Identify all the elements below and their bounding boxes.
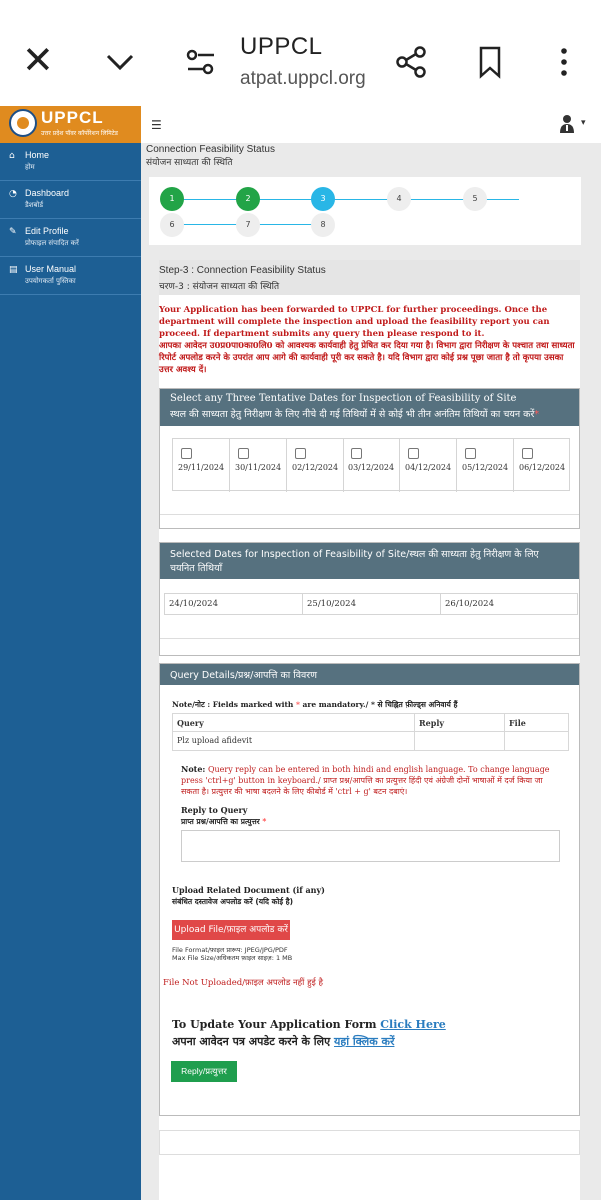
file-not-uploaded-status: File Not Uploaded/फ़ाइल अपलोड नहीं हुई है (163, 978, 323, 988)
upload-label: Upload Related Document (if any) (172, 885, 325, 895)
date-checkbox[interactable] (295, 448, 306, 459)
selected-date: 24/10/2024 (165, 594, 303, 614)
selected-dates-box (159, 542, 580, 656)
update-form-text-hindi: अपना आवेदन पत्र अपडेट करने के लिए यहां क्लिक करें (172, 1035, 395, 1048)
sidebar-item-label: Edit Profile (25, 226, 69, 236)
browser-toolbar (0, 0, 601, 106)
tentative-dates-title: Select any Three Tentative Dates for Inspection of Feasibility of Site (170, 393, 517, 404)
column-header: File (509, 718, 526, 728)
document-icon: ▤ (9, 265, 18, 275)
max-size-note: Max File Size/अधिकतम फ़ाइल साइज़: 1 MB (172, 954, 293, 962)
upload-label-hindi: संबंधित दस्तावेज अपलोड करें (यदि कोई है) (172, 897, 294, 906)
status-message-en: Your Application has been forwarded to UPPCL for further proceedings. Once the department will complete the inspection and upload the feasibility report you can proceed. If department submits any query then please respond to it. (159, 305, 550, 339)
query-cell: Plz upload afidevit (173, 732, 415, 750)
update-form-text: To Update Your Application Form Click Here (172, 1018, 446, 1031)
logo-emblem-icon (9, 109, 37, 137)
tentative-dates-title-hindi: स्थल की साध्यता हेतु निरीक्षण के लिए नीचे दी गई तिथियों में से कोई भी तीन अनंतिम तिथियों का चयन करें* (170, 409, 540, 420)
selected-dates-title-2: चयनित तिथियाँ (170, 563, 223, 574)
sidebar-item-sublabel: प्रोफाइल संपादित करें (25, 239, 79, 247)
upload-file-button[interactable]: Upload File/फ़ाइल अपलोड करें (172, 920, 290, 940)
table-row (173, 732, 568, 750)
more-vert-icon[interactable] (546, 44, 582, 80)
file-cell (505, 732, 568, 750)
panel-header (159, 260, 580, 295)
page-title: Connection Feasibility Status (146, 144, 275, 155)
reply-label: Reply to Query (181, 805, 248, 815)
date-label: 03/12/2024 (348, 463, 395, 472)
step-1: 1 (160, 187, 184, 211)
sidebar-item-sublabel: डैशबोर्ड (25, 201, 44, 209)
update-form-link-hindi[interactable]: यहां क्लिक करें (334, 1035, 395, 1048)
step-7: 7 (236, 213, 260, 237)
mandatory-note: Note/नोट : Fields marked with * are mandatory./ * से चिह्नित फ़ील्ड्स अनिवार्य हैं (172, 700, 458, 709)
date-checkbox[interactable] (408, 448, 419, 459)
date-checkbox[interactable] (351, 448, 362, 459)
panel-title: Step-3 : Connection Feasibility Status (159, 265, 326, 276)
site-settings-icon[interactable] (183, 44, 219, 80)
selected-date: 26/10/2024 (445, 599, 494, 609)
chevron-down-icon[interactable] (102, 44, 138, 80)
logo-text: UPPCL (41, 108, 104, 127)
reply-button[interactable]: Reply/प्रत्युत्तर (171, 1061, 237, 1082)
page-title-hindi: संयोजन साध्यता की स्थिति (146, 158, 233, 168)
divider (160, 514, 579, 515)
edit-icon: ✎ (9, 227, 17, 237)
selected-dates-title: Selected Dates for Inspection of Feasibility of Site/स्थल की साध्यता हेतु निरीक्षण के लिए (170, 549, 539, 560)
file-format-note: File Format/फ़ाइल प्रारूप: JPEG/JPG/PDF (172, 946, 288, 954)
reply-label-hindi: प्राप्त प्रश्न/आपत्ति का प्रत्युत्तर * (181, 817, 267, 826)
tentative-dates-header (160, 389, 579, 426)
sidebar-item-label: Home (25, 150, 50, 160)
share-icon[interactable] (393, 44, 429, 80)
selected-dates-header (160, 543, 579, 579)
language-note: Note: Query reply can be entered in both hindi and english language. To change language press 'ctrl+g' button in keyboard./ प्राप्त प्रश्न/आपत्ति का प्रत्युत्तर हिंदी एवं अंग्रेजी दोनों भाषाओं में दर्ज किया जा सकता है। प्रत्युत्तर की भाषा बदलने के लिए कीबोर्ड में 'ctrl + g' बटन दबाएं। (181, 764, 550, 796)
date-checkbox[interactable] (465, 448, 476, 459)
close-icon[interactable]: ✕ (22, 38, 54, 82)
date-checkbox[interactable] (238, 448, 249, 459)
menu-icon[interactable]: ☰ (151, 118, 162, 132)
home-icon: ⌂ (9, 151, 15, 161)
date-option[interactable] (287, 439, 344, 492)
sidebar (0, 106, 141, 1200)
progress-stepper (149, 177, 581, 245)
step-4: 4 (387, 187, 411, 211)
query-details-title: Query Details/प्रश्न/आपत्ति का विवरण (170, 670, 318, 681)
query-details-box (159, 663, 580, 1116)
table-header-row (173, 714, 568, 732)
update-form-link[interactable]: Click Here (380, 1018, 446, 1031)
sidebar-item-edit-profile[interactable] (0, 220, 141, 257)
reply-cell (415, 732, 505, 750)
step-5: 5 (463, 187, 487, 211)
column-header: Query (173, 714, 415, 732)
date-option[interactable] (230, 439, 287, 492)
tentative-dates-box (159, 388, 580, 529)
logo[interactable] (0, 106, 141, 143)
divider (160, 638, 579, 639)
date-option[interactable] (343, 439, 400, 492)
date-label: 06/12/2024 (519, 463, 566, 472)
sidebar-item-label: Dashboard (25, 188, 70, 198)
sidebar-item-label: User Manual (25, 264, 77, 274)
logo-subtitle: उत्तर प्रदेश पॉवर कॉर्पोरेशन लिमिटेड (41, 130, 118, 137)
column-header: Reply (415, 714, 505, 732)
date-option[interactable] (400, 439, 457, 492)
chevron-down-icon[interactable]: ▾ (581, 118, 586, 128)
reply-textarea[interactable] (181, 830, 560, 862)
sidebar-item-sublabel: उपयोगकर्ता पुस्तिका (25, 277, 76, 285)
sidebar-item-sublabel: होम (25, 163, 35, 171)
step-6: 6 (160, 213, 184, 237)
date-label: 30/11/2024 (235, 463, 282, 472)
panel-title-hindi: चरण-3 : संयोजन साध्यता की स्थिति (159, 282, 280, 292)
browser-title: UPPCL (240, 33, 323, 60)
bookmark-icon[interactable] (472, 44, 508, 80)
date-option[interactable] (457, 439, 514, 492)
sidebar-item-dashboard[interactable] (0, 182, 141, 219)
selected-date: 25/10/2024 (303, 594, 441, 614)
main-content (141, 143, 601, 1200)
date-label: 04/12/2024 (405, 463, 452, 472)
dashboard-icon: ◔ (9, 189, 17, 199)
step-2: 2 (236, 187, 260, 211)
date-option[interactable] (173, 439, 230, 492)
footer-box (159, 1130, 580, 1155)
step-panel (159, 260, 580, 1200)
sidebar-item-user-manual[interactable] (0, 258, 141, 295)
tentative-dates-grid (172, 438, 570, 491)
date-checkbox[interactable] (181, 448, 192, 459)
query-details-header (160, 664, 579, 685)
status-message-hi: आपका आवेदन उ0प्र0पा0का0लि0 को आवश्यक कार्यवाही हेतु प्रेषित कर दिया गया है। विभाग द्वारा निरीक्षण के पश्चात तथा साध्यता रिपोर्ट अपलोड करने के उपरांत आप आगे की कार्यवाही पूरी कर सकते है। यदि विभाग द्वारा कोई प्रश्न पूछा जाता है तो कृपया उसका उत्तर अवश्य दें। (159, 341, 575, 375)
sidebar-item-home[interactable] (0, 144, 141, 181)
date-label: 02/12/2024 (292, 463, 339, 472)
top-bar (141, 106, 601, 144)
selected-dates-grid (164, 593, 578, 615)
date-label: 29/11/2024 (178, 463, 225, 472)
step-3: 3 (311, 187, 335, 211)
status-message (159, 304, 577, 376)
date-checkbox[interactable] (522, 448, 533, 459)
step-8: 8 (311, 213, 335, 237)
query-table (172, 713, 569, 751)
date-label: 05/12/2024 (462, 463, 509, 472)
user-avatar-icon[interactable] (559, 114, 575, 134)
date-option[interactable] (514, 439, 571, 492)
browser-url[interactable]: atpat.uppcl.org (240, 68, 366, 89)
